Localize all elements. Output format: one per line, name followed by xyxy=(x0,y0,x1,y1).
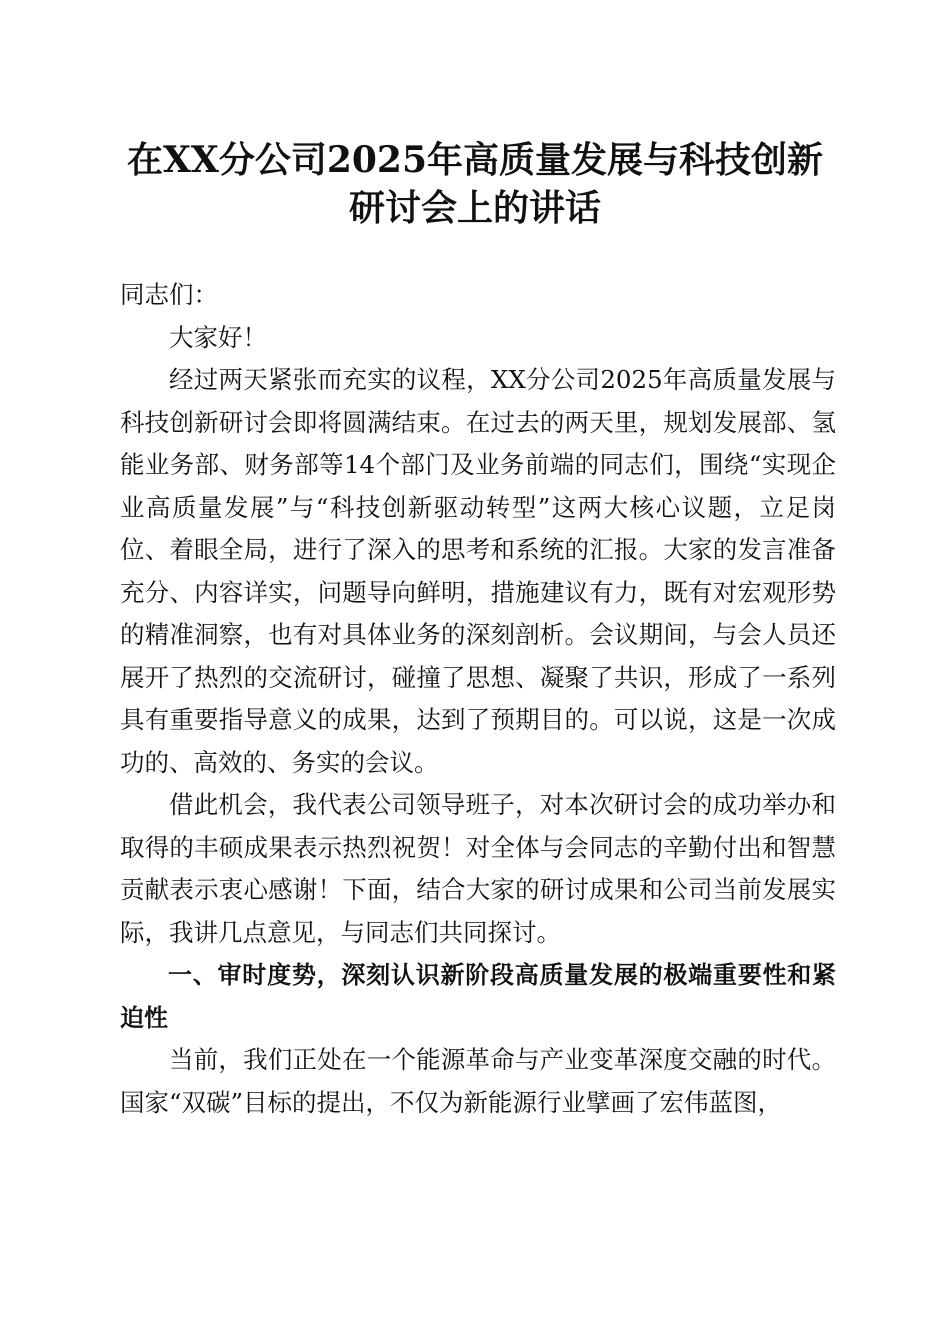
paragraph-2: 借此机会，我代表公司领导班子，对本次研讨会的成功举办和取得的丰硕成果表示热烈祝贺！对全体与会同志的辛勤付出和智慧贡献表示衷心感谢！下面，结合大家的研讨成果和公司当前发展实际，我讲几点意见，与同志们共同探讨。 xyxy=(120,790,836,947)
salutation: 同志们： xyxy=(120,280,218,309)
document-body xyxy=(120,274,836,1124)
document-title-line-2: 研讨会上的讲话 xyxy=(348,187,601,229)
section-1-heading: 一、审时度势，深刻认识新阶段高质量发展的极端重要性和紧迫性 xyxy=(120,961,836,1032)
section-1-paragraph: 当前，我们正处在一个能源革命与产业变革深度交融的时代。国家“双碳”目标的提出，不仅为新能源行业擘画了宏伟蓝图， xyxy=(120,1045,836,1117)
paragraph-1: 经过两天紧张而充实的议程，XX分公司2025年高质量发展与科技创新研讨会即将圆满结束。在过去的两天里，规划发展部、氢能业务部、财务部等14个部门及业务前端的同志们，围绕“实现企业高质量发展”与“科技创新驱动转型”这两大核心议题，立足岗位、着眼全局，进行了深入的思考和系统的汇报。大家的发言准备充分、内容详实，问题导向鲜明，措施建议有力，既有对宏观形势的精准洞察，也有对具体业务的深刻剖析。会议期间，与会人员还展开了热烈的交流研讨，碰撞了思想、凝聚了共识，形成了一系列具有重要指导意义的成果，达到了预期目的。可以说，这是一次成功的、高效的、务实的会议。 xyxy=(120,365,836,777)
document-title-line-1: 在XX分公司2025年高质量发展与科技创新 xyxy=(126,139,824,181)
greeting: 大家好！ xyxy=(169,322,267,352)
